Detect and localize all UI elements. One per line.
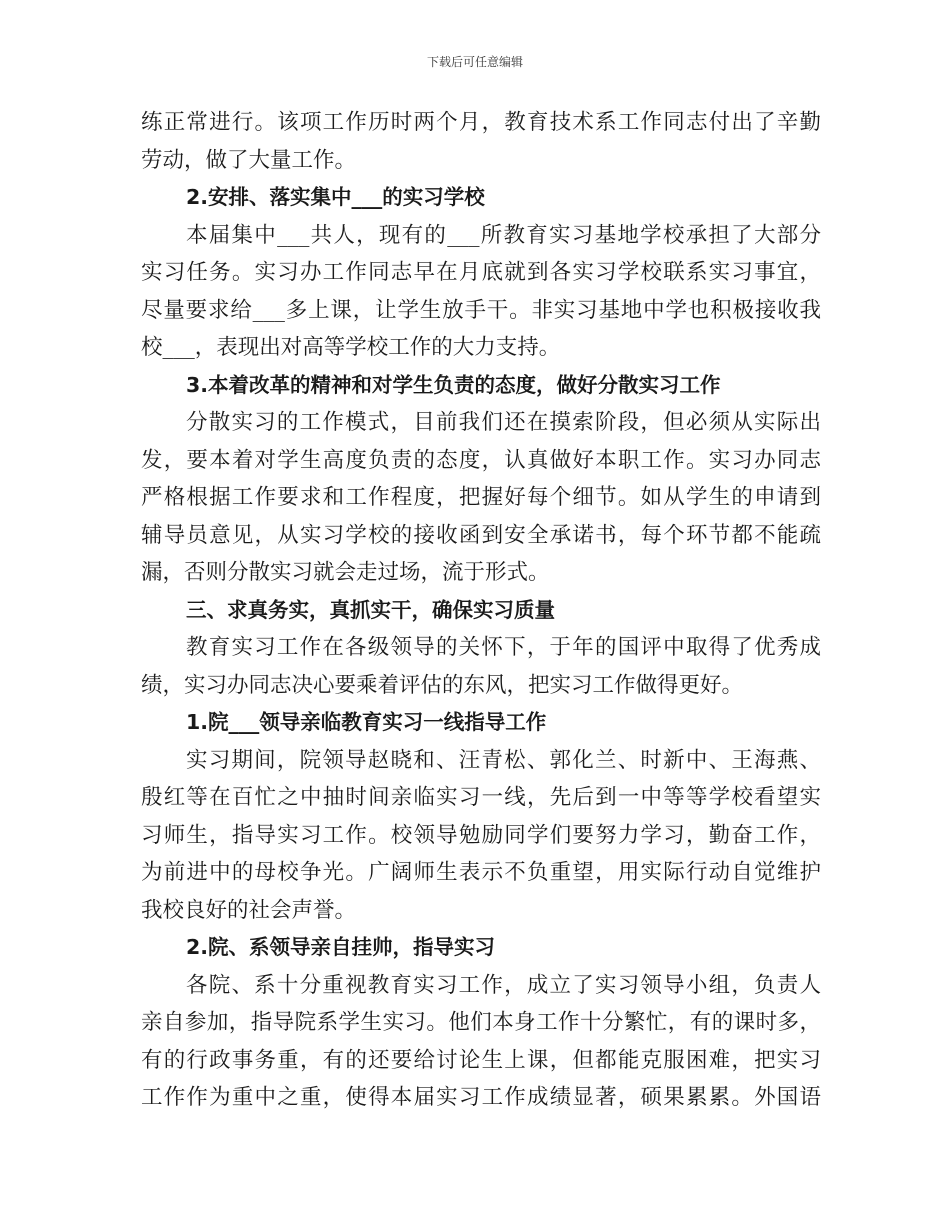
body-line: 为前进中的母校争光。广阔师生表示不负重望，用实际行动自觉维护 [141,860,821,885]
body-line: 教育实习工作在各级领导的关怀下，于年的国评中取得了优秀成 [186,635,821,660]
subheading: 3.本着改革的精神和对学生负责的态度，做好分散实习工作 [186,372,721,397]
body-line: 殷红等在百忙之中抽时间亲临实习一线，先后到一中等等学校看望实 [141,785,821,810]
body-line: 实习任务。实习办工作同志早在月底就到各实习学校联系实习事宜， [141,260,821,285]
body-line: 各院、系十分重视教育实习工作，成立了实习领导小组，负责人 [186,972,821,998]
body-line: 练正常进行。该项工作历时两个月，教育技术系工作同志付出了辛勤 [141,110,821,135]
body-line: 有的行政事务重，有的还要给讨论生上课，但都能克服困难，把实习 [141,1047,821,1073]
body-line: 习师生，指导实习工作。校领导勉励同学们要努力学习，勤奋工作， [141,822,821,848]
subheading: 1.院___领导亲临教育实习一线指导工作 [186,710,547,734]
body-line: 劳动，做了大量工作。 [141,147,357,173]
subheading: 2.安排、落实集中___的实习学校 [186,185,485,209]
body-line: 工作作为重中之重，使得本届实习工作成绩显著，硕果累累。外国语 [141,1085,821,1110]
body-line: 严格根据工作要求和工作程度，把握好每个细节。如从学生的申请到 [141,485,821,510]
body-line: 校___，表现出对高等学校工作的大力支持。 [141,335,561,360]
body-line: 分散实习的工作模式，目前我们还在摸索阶段，但必须从实际出 [186,410,821,435]
section-heading: 三、求真务实，真抓实干，确保实习质量 [186,597,555,622]
document-body [141,104,821,1117]
subheading: 2.院、系领导亲自挂帅，指导实习 [186,935,496,959]
page-header-note: 下载后可任意编辑 [426,55,523,69]
body-line: 我校良好的社会声誉。 [141,897,357,923]
body-line: 发，要本着对学生高度负责的态度，认真做好本职工作。实习办同志 [141,447,821,473]
body-line: 尽量要求给___多上课，让学生放手干。非实习基地中学也积极接收我 [141,297,821,323]
body-line: 漏，否则分散实习就会走过场，流于形式。 [141,560,550,585]
body-line: 本届集中___共人，现有的___所教育实习基地学校承担了大部分 [186,222,821,248]
body-line: 绩，实习办同志决心要乘着评估的东风，把实习工作做得更好。 [141,672,744,698]
body-line: 亲自参加，指导院系学生实习。他们本身工作十分繁忙，有的课时多， [141,1010,821,1035]
body-line: 辅导员意见，从实习学校的接收函到安全承诺书，每个环节都不能疏 [141,522,821,548]
body-line: 实习期间，院领导赵晓和、汪青松、郭化兰、时新中、王海燕、 [186,747,821,773]
